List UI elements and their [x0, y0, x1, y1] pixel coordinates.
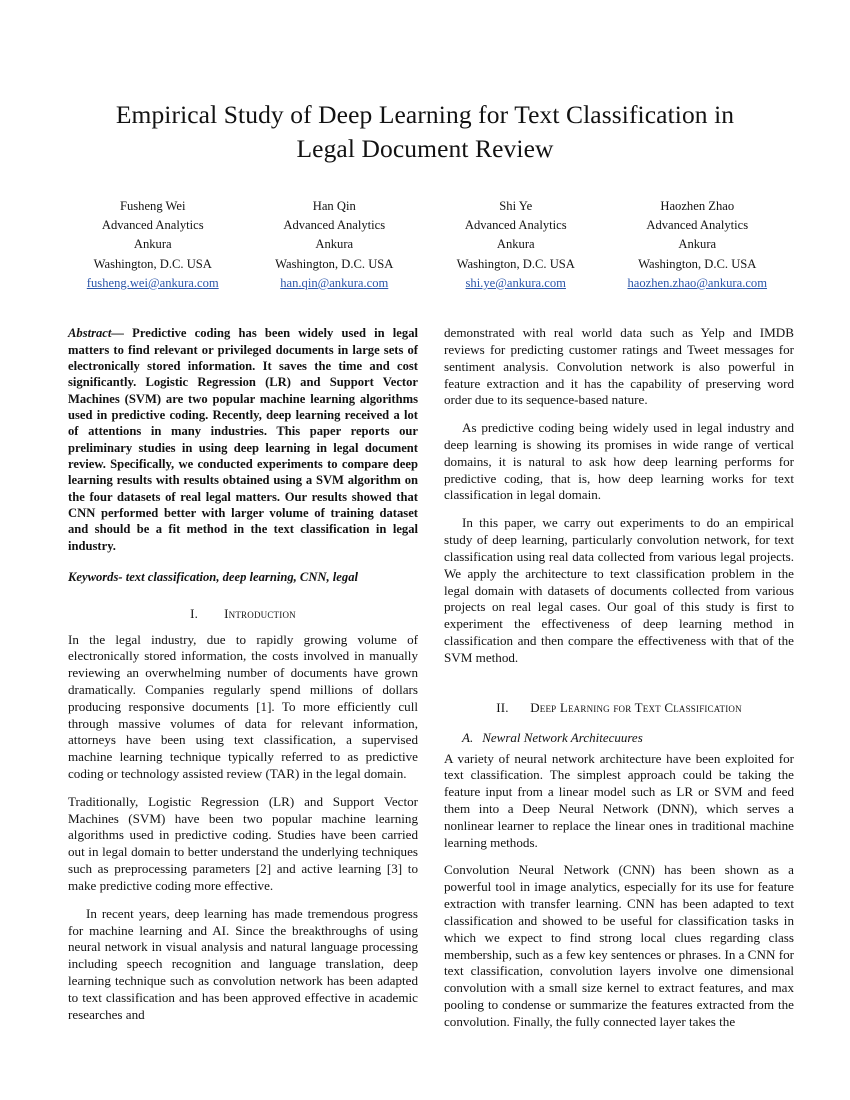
section-title: Deep Learning for Text Classification	[530, 699, 742, 715]
author-name: Shi Ye	[499, 198, 533, 213]
paragraph: In recent years, deep learning has made tremendous progress for machine learning and AI. Since the breakthroughs of using neural network in visual analysis and natural language processing including speech recognition and language translation, deep learning technique such as convolution network has been adapted to text classification and has been approved effective in academic researches and	[68, 905, 418, 1022]
abstract-label: Abstract—	[68, 326, 124, 341]
title-block	[0, 0, 850, 166]
keywords-line: Keywords- text classification, deep learning, CNN, legal	[68, 570, 358, 585]
section-heading-deep-learning	[444, 700, 794, 716]
author-email-link[interactable]: han.qin@ankura.com	[280, 275, 389, 290]
subsection-letter: A.	[462, 729, 474, 745]
author-location: Washington, D.C. USA	[93, 256, 212, 271]
author-department: Advanced Analytics	[464, 218, 567, 233]
author-location: Washington, D.C. USA	[456, 256, 575, 271]
author-name: Haozhen Zhao	[660, 198, 735, 213]
section-heading-introduction	[68, 606, 418, 622]
column-right	[444, 325, 794, 1041]
subsection-title: Newral Network Architecuures	[482, 729, 643, 745]
author-list	[0, 166, 850, 293]
section-number: II.	[496, 699, 509, 715]
author-department: Advanced Analytics	[646, 218, 749, 233]
paragraph: As predictive coding being widely used in legal industry and deep learning is showing its promises in wide range of vertical domains, it is natural to ask how deep learning performs for predictive coding, that is, how deep learning works for text classification in legal domain.	[444, 420, 794, 503]
paragraph: Convolution Neural Network (CNN) has been shown as a powerful tool in image analytics, especially for its use for feature extraction with transfer learning. CNN has been adapted to text classification and showed to be useful for classification tasks in which we expect to find strong local clues regarding class membership, such as a few key sentences or phrases. In a CNN for text classification, convolution layers involve one dimensional convolution with a small size kernel to extract features, and max pooling to condense or summarize the features extracted from the convolution. Finally, the fully connected layer takes the	[444, 862, 794, 1029]
paragraph: A variety of neural network architecture have been exploited for text classification. The simplest approach could be taking the feature input from a linear model such as LR or SVM and feed them into a Deep Neural Network (DNN), which serves a nonlinear learner to replace the linear ones in traditional machine learning methods.	[444, 750, 794, 850]
author-email-link[interactable]: fusheng.wei@ankura.com	[86, 275, 219, 290]
paragraph: In the legal industry, due to rapidly growing volume of electronically stored information, the costs involved in manually reviewing an overwhelming number of documents have grown dramatically. Companies regularly spend millions of dollars producing responsive documents [1]. To more efficiently cull through massive volumes of data for relevant information, attorneys have been using text classification, a supervised machine learning technique typically referred to as predictive coding or technology assisted review (TAR) in the legal domain.	[68, 631, 418, 782]
author-location: Washington, D.C. USA	[638, 256, 757, 271]
page-title: Empirical Study of Deep Learning for Text Classification in Legal Document Review	[115, 100, 735, 163]
author-organization: Ankura	[315, 237, 354, 252]
section-title: Introduction	[224, 605, 296, 621]
body-columns	[0, 293, 850, 1041]
abstract-paragraph	[68, 325, 418, 554]
author-name: Fusheng Wei	[119, 198, 186, 213]
section-number: I.	[190, 605, 199, 621]
author-block-1	[62, 197, 244, 293]
author-block-4	[607, 197, 789, 293]
author-organization: Ankura	[678, 237, 717, 252]
subsection-heading	[444, 730, 794, 746]
abstract-text: Predictive coding has been widely used in legal matters to find relevant or privileged documents in large sets of electronically stored information. It saves the time and cost significantly. Logistic Regression (LR) and Support Vector Machines (SVM) are two popular machine learning algorithms used in predictive coding. Recently, deep learning received a lot of attentions in many industries. This paper reports our preliminary studies in using deep learning in legal document review. Specifically, we conducted experiments to compare deep learning results with results obtained using a SVM algorithm on the four datasets of real legal matters. Our results showed that CNN performed better with larger volume of training dataset and should be a fit method in the text classification in legal industry.	[68, 326, 418, 553]
author-organization: Ankura	[133, 237, 172, 252]
author-location: Washington, D.C. USA	[275, 256, 394, 271]
author-block-2	[244, 197, 426, 293]
paragraph: demonstrated with real world data such as Yelp and IMDB reviews for predicting customer ratings and Tweet messages for sentiment analysis. Convolution network is also powerful in feature extraction and it has the capability of preserving word order due to its sequence-based nature.	[444, 325, 794, 408]
author-name: Han Qin	[312, 198, 356, 213]
author-email-link[interactable]: shi.ye@ankura.com	[465, 275, 566, 290]
section-spacer	[444, 678, 794, 694]
paragraph: In this paper, we carry out experiments to do an empirical study of deep learning, particularly convolution network, for text classification using real data collected from various legal projects. We apply the architecture to text classification problem in the legal domain with datasets of documents collected from various projects on real legal cases. Our goal of this study is first to experiment the effectiveness of deep learning method in classification and then compare the effectiveness with that of the SVM method.	[444, 515, 794, 665]
author-email-link[interactable]: haozhen.zhao@ankura.com	[627, 275, 768, 290]
author-organization: Ankura	[496, 237, 535, 252]
column-left	[68, 325, 418, 1041]
author-department: Advanced Analytics	[283, 218, 386, 233]
author-department: Advanced Analytics	[101, 218, 204, 233]
author-block-3	[425, 197, 607, 293]
paragraph: Traditionally, Logistic Regression (LR) and Support Vector Machines (SVM) have been two popular machine learning algorithms used in predictive coding. Studies have been carried out in legal domain to better understand the underlying techniques such as preprocessing parameters [2] and active learning [3] to make predictive coding more effective.	[68, 793, 418, 893]
